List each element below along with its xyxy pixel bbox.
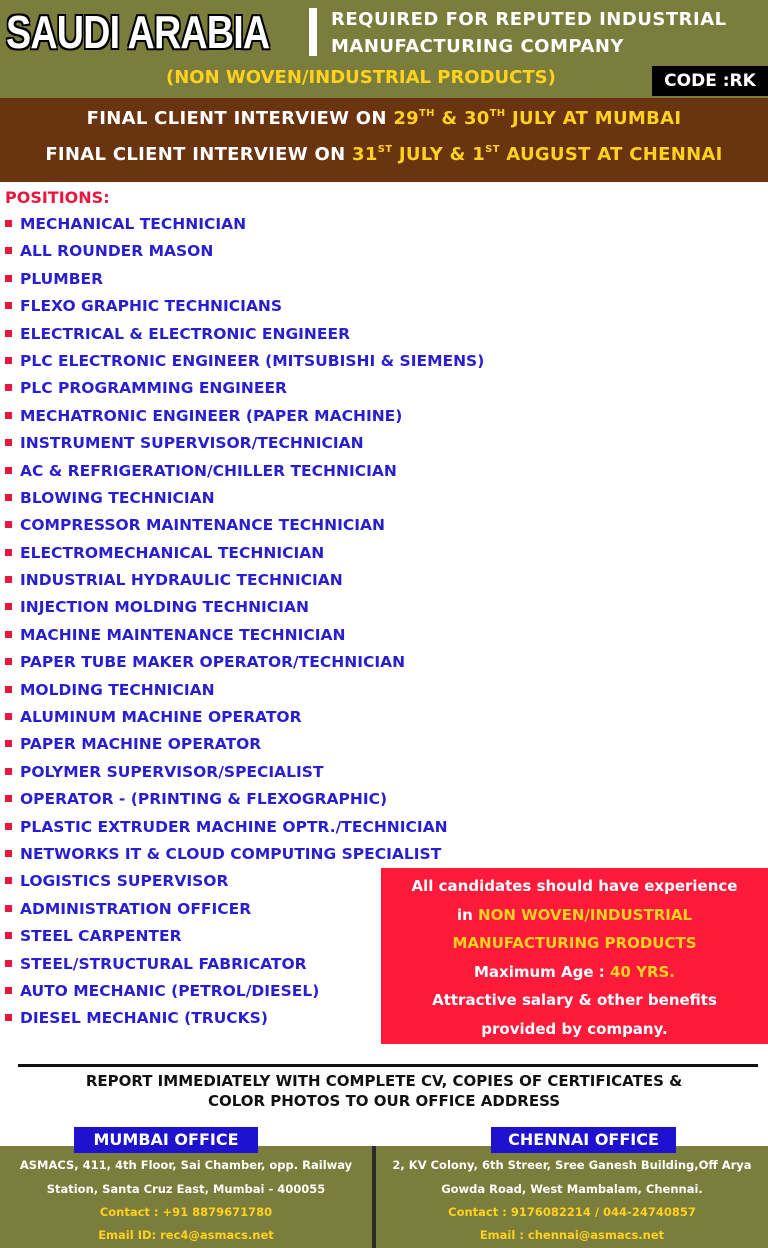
position-item	[5, 649, 484, 676]
position-label: INJECTION MOLDING TECHNICIAN	[20, 598, 309, 617]
position-label: MOLDING TECHNICIAN	[20, 680, 215, 699]
position-label: ALUMINUM MACHINE OPERATOR	[20, 708, 302, 727]
position-item	[5, 211, 484, 238]
interview-prefix: FINAL CLIENT INTERVIEW ON	[45, 144, 346, 165]
position-label: PLC PROGRAMMING ENGINEER	[20, 379, 287, 398]
position-label: COMPRESSOR MAINTENANCE TECHNICIAN	[20, 516, 385, 535]
office-email: Email ID: rec4@asmacs.net	[98, 1228, 274, 1242]
max-age: Maximum Age : 40 YRS.	[473, 962, 676, 981]
chennai-office-label: CHENNAI OFFICE	[491, 1127, 676, 1153]
interview-mumbai	[0, 108, 768, 129]
position-item	[5, 485, 484, 512]
bullet-icon	[5, 823, 12, 830]
bullet-icon	[5, 713, 12, 720]
info-line: in NON WOVEN/INDUSTRIAL	[456, 905, 693, 924]
position-label: PLC ELECTRONIC ENGINEER (MITSUBISHI & SIEMENS)	[20, 351, 485, 370]
requirement-line-2: MANUFACTURING COMPANY	[331, 36, 624, 57]
bullet-icon	[5, 302, 12, 309]
position-label: MECHATRONIC ENGINEER (PAPER MACHINE)	[20, 406, 403, 425]
bullet-icon	[5, 987, 12, 994]
position-label: STEEL/STRUCTURAL FABRICATOR	[20, 954, 307, 973]
position-label: MACHINE MAINTENANCE TECHNICIAN	[20, 625, 346, 644]
position-label: AC & REFRIGERATION/CHILLER TECHNICIAN	[20, 461, 397, 480]
position-item	[5, 266, 484, 293]
position-label: STEEL CARPENTER	[20, 927, 182, 946]
bullet-icon	[5, 494, 12, 501]
office-address: Gowda Road, West Mambalam, Chennai.	[441, 1182, 703, 1196]
header-banner	[0, 0, 768, 98]
bullet-icon	[5, 467, 12, 474]
info-line: MANUFACTURING PRODUCTS	[452, 934, 697, 952]
office-contact: Contact : +91 8879671780	[99, 1205, 273, 1219]
bullet-icon	[5, 275, 12, 282]
bullet-icon	[5, 521, 12, 528]
position-label: OPERATOR - (PRINTING & FLEXOGRAPHIC)	[20, 790, 388, 809]
info-line: All candidates should have experience	[411, 877, 738, 895]
bullet-icon	[5, 631, 12, 638]
position-label: AUTO MECHANIC (PETROL/DIESEL)	[20, 981, 320, 1000]
interview-dates: 31ST JULY & 1ST AUGUST AT CHENNAI	[352, 144, 723, 165]
info-line: Attractive salary & other benefits	[432, 991, 717, 1009]
bullet-icon	[5, 768, 12, 775]
bullet-icon	[5, 357, 12, 364]
office-contact: Contact : 9176082214 / 044-24740857	[448, 1205, 696, 1219]
bullet-icon	[5, 740, 12, 747]
section-divider	[18, 1064, 758, 1067]
bullet-icon	[5, 576, 12, 583]
bullet-icon	[5, 960, 12, 967]
position-item	[5, 786, 484, 813]
mumbai-office-label: MUMBAI OFFICE	[74, 1127, 258, 1153]
bullet-icon	[5, 549, 12, 556]
requirement-text	[331, 6, 727, 60]
position-label: INDUSTRIAL HYDRAULIC TECHNICIAN	[20, 571, 343, 590]
job-code-badge: CODE :RK	[652, 66, 768, 96]
position-item	[5, 403, 484, 430]
position-label: ADMINISTRATION OFFICER	[20, 899, 252, 918]
bullet-icon	[5, 905, 12, 912]
position-item	[5, 759, 484, 786]
bullet-icon	[5, 439, 12, 446]
mumbai-office	[0, 1146, 372, 1248]
interview-chennai	[0, 144, 768, 165]
position-label: ELECTRICAL & ELECTRONIC ENGINEER	[20, 324, 351, 343]
report-instructions	[0, 1071, 768, 1111]
bullet-icon	[5, 220, 12, 227]
position-label: POLYMER SUPERVISOR/SPECIALIST	[20, 762, 324, 781]
requirement-line-1: REQUIRED FOR REPUTED INDUSTRIAL	[331, 9, 727, 30]
position-label: PLASTIC EXTRUDER MACHINE OPTR./TECHNICIAN	[20, 817, 448, 836]
position-item	[5, 512, 484, 539]
bullet-icon	[5, 658, 12, 665]
bullet-icon	[5, 795, 12, 802]
position-item	[5, 238, 484, 265]
position-item	[5, 567, 484, 594]
position-item	[5, 293, 484, 320]
position-item	[5, 704, 484, 731]
bullet-icon	[5, 686, 12, 693]
bullet-icon	[5, 877, 12, 884]
position-item	[5, 841, 484, 868]
office-address: Station, Santa Cruz East, Mumbai - 400055	[46, 1182, 326, 1196]
position-label: NETWORKS IT & CLOUD COMPUTING SPECIALIST	[20, 844, 442, 863]
position-item	[5, 375, 484, 402]
position-label: FLEXO GRAPHIC TECHNICIANS	[20, 297, 283, 316]
interview-prefix: FINAL CLIENT INTERVIEW ON	[86, 108, 387, 129]
position-label: DIESEL MECHANIC (TRUCKS)	[20, 1009, 268, 1028]
info-line: provided by company.	[481, 1019, 668, 1038]
country-title: SAUDI ARABIA	[6, 6, 270, 58]
interview-dates: 29TH & 30TH JULY AT MUMBAI	[393, 108, 682, 129]
position-item	[5, 430, 484, 457]
position-label: PAPER MACHINE OPERATOR	[20, 735, 262, 754]
position-label: PLUMBER	[20, 269, 104, 288]
office-address: 2, KV Colony, 6th Streer, Sree Ganesh Building,Off Arya	[392, 1158, 752, 1172]
position-label: INSTRUMENT SUPERVISOR/TECHNICIAN	[20, 434, 364, 453]
bullet-icon	[5, 1014, 12, 1021]
position-item	[5, 677, 484, 704]
report-line-1: REPORT IMMEDIATELY WITH COMPLETE CV, COPIES OF CERTIFICATES &	[85, 1072, 683, 1090]
position-label: PAPER TUBE MAKER OPERATOR/TECHNICIAN	[20, 653, 406, 672]
title-divider	[309, 8, 317, 56]
position-item	[5, 540, 484, 567]
position-item	[5, 348, 484, 375]
position-label: ALL ROUNDER MASON	[20, 242, 214, 261]
bullet-icon	[5, 412, 12, 419]
bullet-icon	[5, 247, 12, 254]
position-item	[5, 814, 484, 841]
position-label: BLOWING TECHNICIAN	[20, 488, 215, 507]
report-line-2: COLOR PHOTOS TO OUR OFFICE ADDRESS	[207, 1092, 561, 1110]
position-label: MECHANICAL TECHNICIAN	[20, 215, 247, 233]
chennai-office	[376, 1146, 768, 1248]
position-label: ELECTROMECHANICAL TECHNICIAN	[20, 543, 325, 562]
bullet-icon	[5, 384, 12, 391]
office-address: ASMACS, 411, 4th Floor, Sai Chamber, opp. Railway	[19, 1158, 353, 1172]
position-item	[5, 731, 484, 758]
position-label: LOGISTICS SUPERVISOR	[20, 872, 229, 891]
position-item	[5, 594, 484, 621]
bullet-icon	[5, 932, 12, 939]
product-subtitle: (NON WOVEN/INDUSTRIAL PRODUCTS)	[166, 67, 556, 88]
requirements-box	[381, 868, 768, 1044]
bullet-icon	[5, 850, 12, 857]
bullet-icon	[5, 330, 12, 337]
positions-heading: POSITIONS:	[5, 188, 110, 207]
position-item	[5, 458, 484, 485]
bullet-icon	[5, 603, 12, 610]
office-email: Email : chennai@asmacs.net	[479, 1228, 665, 1242]
interview-schedule	[0, 98, 768, 182]
position-item	[5, 321, 484, 348]
position-item	[5, 622, 484, 649]
